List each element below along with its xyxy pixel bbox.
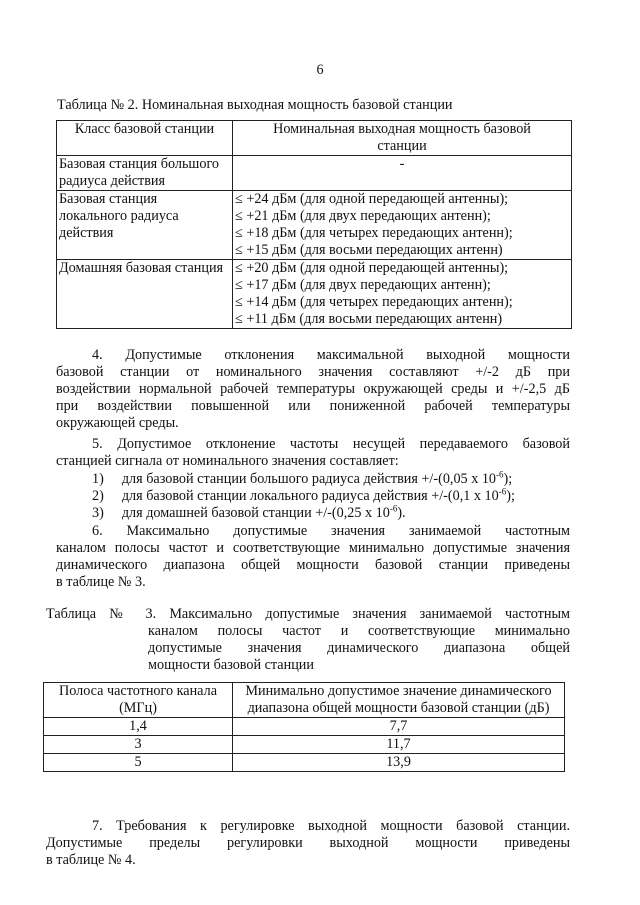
table-cell: 7,7 <box>233 718 565 736</box>
table-row <box>44 718 565 736</box>
table-header-row <box>57 121 572 156</box>
list-item: 2) для базовой станции локального радиуса действия +/-(0,1 x $10^{-6}$); <box>92 486 515 504</box>
table-header-cell: Минимально допустимое значение динамического диапазона общей мощности базовой станции (дБ) <box>233 683 565 718</box>
table-row <box>44 736 565 754</box>
table3-caption: Таблица № 3. Максимально допустимые значения занимаемой частотным каналом полосы частот и соответствующие минимально допустимые значения динамического диапазона общей мощности базовой станции <box>46 606 570 673</box>
paragraph-4: 4. Допустимые отклонения максимальной выходной мощности базовой станции от номинального значения составляют +/-2 дБ при воздействии нормальной рабочей температуры окружающей среды и +/-2,5 дБ при воздействии повышенной или пониженной рабочей температуры окружающей среды. <box>56 347 570 431</box>
table-cell: Домашняя базовая станция <box>57 260 233 329</box>
table-cell: Базовая станция большого радиуса действия <box>57 156 233 191</box>
table-cell: ≤ +24 дБм (для одной передающей антенны); ≤ +21 дБм (для двух передающих антенн); ≤ +18 дБм (для четырех передающих антенн); ≤ +15 дБм (для восьми передающих антенн) <box>233 191 572 260</box>
table-cell: 1,4 <box>44 718 233 736</box>
table-cell: ≤ +20 дБм (для одной передающей антенны); ≤ +17 дБм (для двух передающих антенн); ≤ +14 дБм (для четырех передающих антенн); ≤ +11 дБм (для восьми передающих антенн) <box>233 260 572 329</box>
table-cell: - <box>233 156 572 191</box>
table-header-cell: Номинальная выходная мощность базовой станции <box>233 121 572 156</box>
paragraph-6: 6. Максимально допустимые значения занимаемой частотным каналом полосы частот и соответствующие минимально допустимые значения динамического диапазона общей мощности базовой станции приведены в таблице № 3. <box>56 523 570 590</box>
table-header-cell: Полоса частотного канала (МГц) <box>44 683 233 718</box>
table-header-cell: Класс базовой станции <box>57 121 233 156</box>
table-cell: 5 <box>44 754 233 772</box>
table-cell: 3 <box>44 736 233 754</box>
table-header-row <box>44 683 565 718</box>
table-row <box>57 260 572 329</box>
table3 <box>43 682 565 772</box>
page-number: 6 <box>316 62 324 78</box>
table-row <box>57 191 572 260</box>
table2 <box>56 120 572 329</box>
list-item: 1) для базовой станции большого радиуса действия +/-(0,05 x $10^{-6}$); <box>92 469 513 487</box>
table-cell: 11,7 <box>233 736 565 754</box>
table-cell: Базовая станция локального радиуса действия <box>57 191 233 260</box>
paragraph-7: 7. Требования к регулировке выходной мощности базовой станции. Допустимые пределы регулировки выходной мощности приведены в таблице № 4. <box>46 818 570 868</box>
paragraph-5: 5. Допустимое отклонение частоты несущей передаваемого базовой станцией сигнала от номинального значения составляет: <box>56 436 570 469</box>
table-row <box>57 156 572 191</box>
table-row <box>44 754 565 772</box>
table2-caption: Таблица № 2. Номинальная выходная мощность базовой станции <box>57 97 453 113</box>
list-item: 3) для домашней базовой станции +/-(0,25 x $10^{-6}$). <box>92 503 406 521</box>
table-cell: 13,9 <box>233 754 565 772</box>
